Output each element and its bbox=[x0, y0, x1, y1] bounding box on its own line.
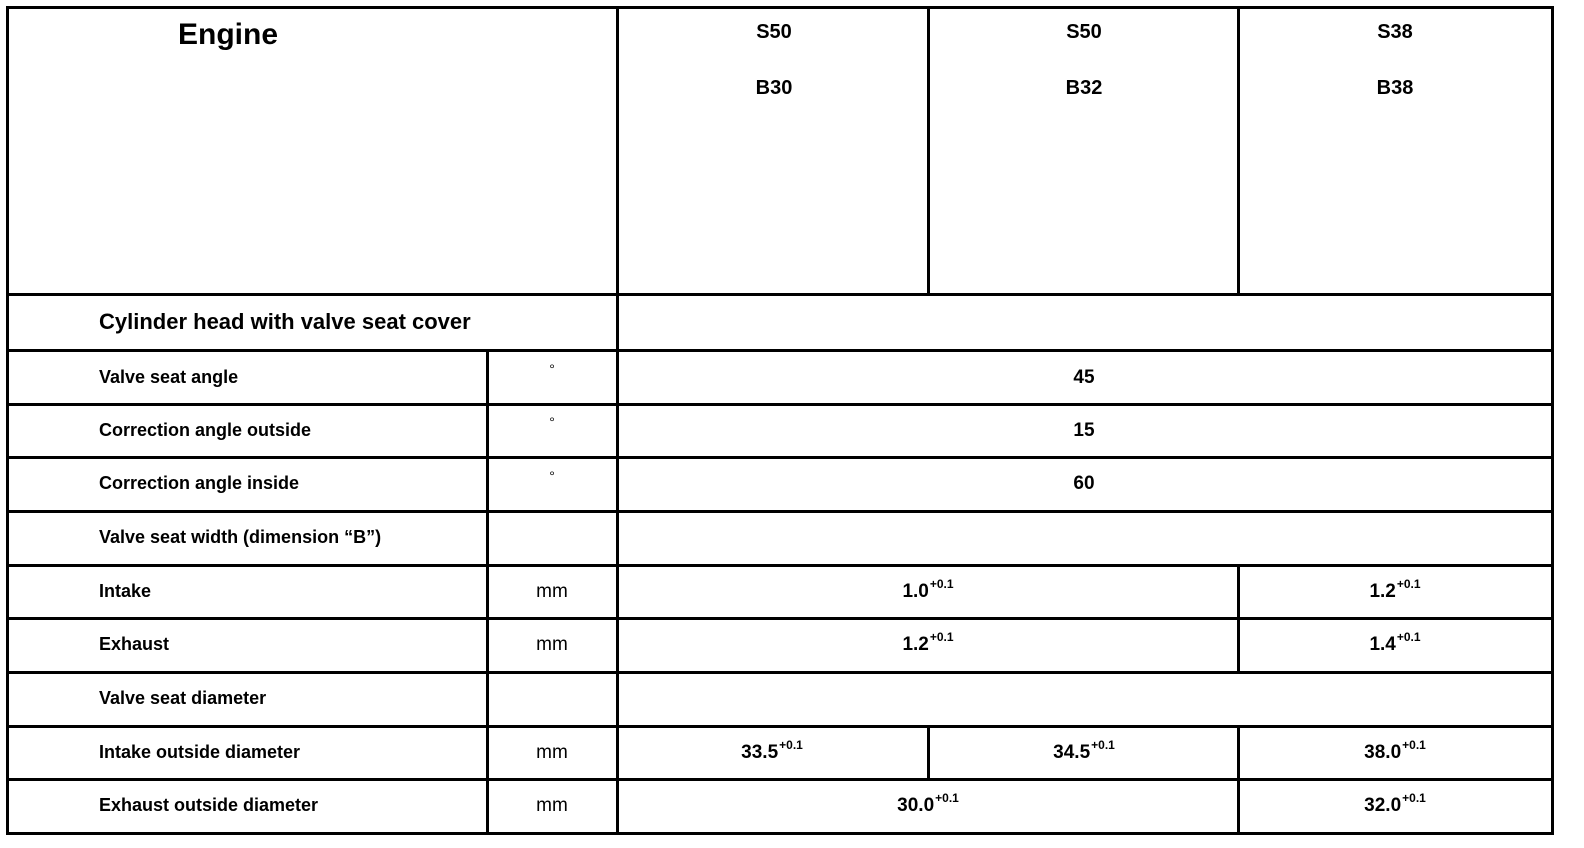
row-unit: mm bbox=[536, 581, 568, 602]
value-tolerance: +0.1 bbox=[1396, 577, 1421, 591]
row-label: Valve seat width (dimension “B”) bbox=[99, 527, 382, 547]
row-label: Intake bbox=[99, 581, 152, 601]
row-label: Correction angle inside bbox=[99, 473, 300, 493]
value-tolerance: +0.1 bbox=[1091, 738, 1115, 752]
grid-line bbox=[927, 725, 930, 781]
row-label: Exhaust outside diameter bbox=[99, 795, 319, 815]
grid-line bbox=[6, 456, 1554, 459]
grid-line bbox=[6, 725, 1554, 728]
row-unit: ° bbox=[549, 361, 555, 377]
row-unit: mm bbox=[536, 634, 568, 655]
value-tolerance: +0.1 bbox=[929, 577, 954, 591]
grid-line bbox=[6, 403, 1554, 406]
row-unit: mm bbox=[536, 742, 568, 763]
row-unit: mm bbox=[536, 795, 568, 816]
row-value bbox=[741, 738, 803, 763]
grid-line bbox=[927, 6, 930, 296]
column-header-engine-code: S50 bbox=[756, 21, 792, 43]
grid-line bbox=[616, 6, 619, 835]
grid-line bbox=[6, 6, 9, 835]
row-unit: ° bbox=[549, 414, 555, 430]
grid-line bbox=[1237, 564, 1240, 673]
column-header-engine-code: S50 bbox=[1066, 21, 1102, 43]
engine-heading: Engine bbox=[178, 18, 279, 51]
value-tolerance: +0.1 bbox=[935, 791, 959, 805]
row-value: 15 bbox=[1073, 420, 1095, 441]
grid-line bbox=[6, 778, 1554, 781]
value-number: 32.0 bbox=[1364, 795, 1402, 816]
grid-line bbox=[486, 349, 489, 835]
column-header-displacement: B38 bbox=[1376, 77, 1414, 99]
grid-line bbox=[6, 349, 1554, 352]
row-value bbox=[1364, 791, 1426, 816]
value-tolerance: +0.1 bbox=[929, 630, 954, 644]
value-number: 1.2 bbox=[902, 634, 929, 655]
row-value bbox=[902, 630, 954, 655]
row-value: 45 bbox=[1073, 367, 1095, 388]
column-header-displacement: B32 bbox=[1065, 77, 1103, 99]
column-header-displacement: B30 bbox=[755, 77, 793, 99]
value-tolerance: +0.1 bbox=[1396, 630, 1421, 644]
value-number: 1.0 bbox=[902, 581, 929, 602]
row-value bbox=[1364, 738, 1426, 763]
value-tolerance: +0.1 bbox=[1402, 791, 1426, 805]
value-number: 38.0 bbox=[1364, 742, 1402, 763]
grid-line bbox=[1237, 6, 1240, 296]
value-number: 34.5 bbox=[1053, 742, 1091, 763]
row-label: Intake outside diameter bbox=[99, 742, 301, 762]
row-label: Exhaust bbox=[99, 634, 170, 654]
value-number: 30.0 bbox=[897, 795, 935, 816]
value-number: 33.5 bbox=[741, 742, 779, 763]
grid-line bbox=[6, 564, 1554, 567]
grid-line bbox=[1237, 725, 1240, 835]
value-tolerance: +0.1 bbox=[1402, 738, 1426, 752]
grid-line bbox=[6, 6, 1554, 9]
row-label: Correction angle outside bbox=[99, 420, 312, 440]
row-value bbox=[902, 577, 954, 602]
row-unit: ° bbox=[549, 468, 555, 484]
row-label: Valve seat angle bbox=[99, 367, 239, 387]
value-number: 1.2 bbox=[1369, 581, 1396, 602]
value-number: 1.4 bbox=[1369, 634, 1396, 655]
row-value bbox=[897, 791, 959, 816]
column-header-engine-code: S38 bbox=[1377, 21, 1413, 43]
row-value: 60 bbox=[1073, 473, 1095, 494]
grid-line bbox=[6, 832, 1554, 835]
grid-line bbox=[6, 293, 1554, 296]
grid-line bbox=[6, 617, 1554, 620]
section-title: Cylinder head with valve seat cover bbox=[99, 309, 471, 334]
row-value bbox=[1053, 738, 1115, 763]
row-value bbox=[1369, 577, 1421, 602]
grid-line bbox=[6, 671, 1554, 674]
row-value bbox=[1369, 630, 1421, 655]
grid-line bbox=[6, 510, 1554, 513]
value-tolerance: +0.1 bbox=[779, 738, 803, 752]
grid-line bbox=[1551, 6, 1554, 835]
row-label: Valve seat diameter bbox=[99, 688, 267, 708]
